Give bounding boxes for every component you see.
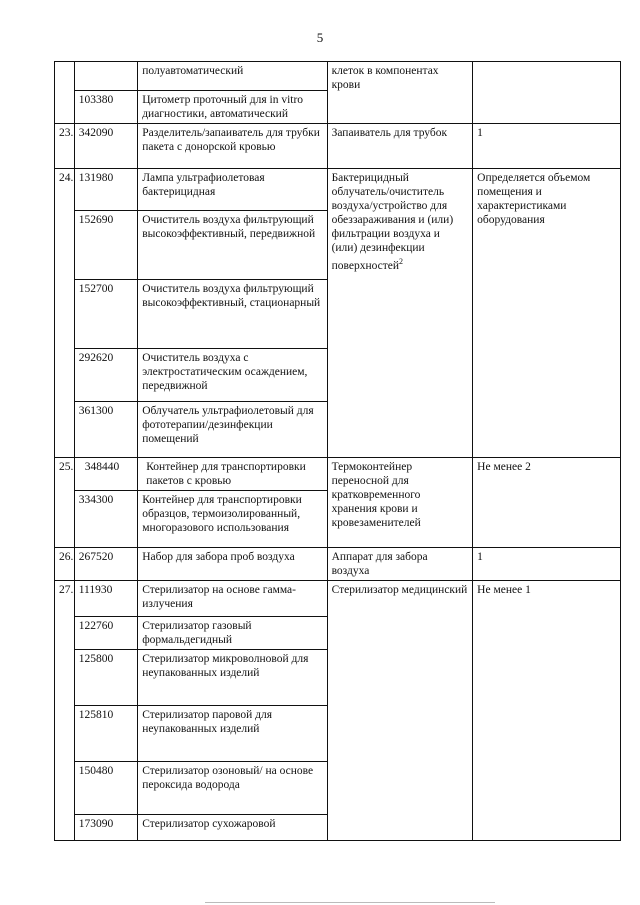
- equipment-table: [54, 61, 621, 841]
- type-cell: клеток в компонентах крови: [327, 62, 473, 124]
- code-cell: [74, 62, 137, 91]
- name-cell: Стерилизатор газовый формальдегидный: [138, 617, 327, 650]
- item-number-cell: [55, 62, 75, 124]
- name-cell: полуавтоматический: [138, 62, 327, 91]
- code-cell: 152690: [74, 211, 137, 280]
- page-number: 5: [316, 30, 324, 45]
- name-cell: Стерилизатор на основе гамма-излучения: [138, 581, 327, 617]
- qty-cell: Определяется объемом помещения и характеристиками оборудования: [473, 169, 621, 458]
- type-cell: Запаиватель для трубок: [327, 124, 473, 169]
- item-number-cell: 24.: [55, 169, 75, 458]
- table-row: [55, 581, 621, 617]
- code-cell: 122760: [74, 617, 137, 650]
- code-cell: 361300: [74, 402, 137, 458]
- qty-cell: 1: [473, 548, 621, 581]
- name-cell: Контейнер для транспортировки образцов, термоизолированный, многоразового использования: [138, 491, 327, 548]
- code-cell: 125810: [74, 706, 137, 762]
- name-cell: Цитометр проточный для in vitro диагностики, автоматический: [138, 91, 327, 124]
- name-cell: Стерилизатор озоновый/ на основе пероксида водорода: [138, 762, 327, 815]
- name-cell: Стерилизатор сухожаровой: [138, 815, 327, 841]
- item-number-cell: 26.: [55, 548, 75, 581]
- qty-cell: Не менее 1: [473, 581, 621, 841]
- bottom-divider: [205, 902, 495, 903]
- footnote-mark: 2: [399, 257, 404, 266]
- code-cell: 292620: [74, 349, 137, 402]
- table-row: [55, 458, 621, 491]
- code-cell: 131980: [74, 169, 137, 211]
- code-cell: 173090: [74, 815, 137, 841]
- table-row: [55, 124, 621, 169]
- code-cell: 150480: [74, 762, 137, 815]
- name-cell: Очиститель воздуха фильтрующий высокоэффективный, передвижной: [138, 211, 327, 280]
- qty-cell: [473, 62, 621, 124]
- type-cell: Стерилизатор медицинский: [327, 581, 473, 841]
- name-cell: Лампа ультрафиолетовая бактерицидная: [138, 169, 327, 211]
- name-cell: Стерилизатор паровой для неупакованных изделий: [138, 706, 327, 762]
- type-cell: [327, 169, 473, 458]
- item-number-cell: 25.: [55, 458, 75, 548]
- table-row: [55, 169, 621, 211]
- code-cell: 334300: [74, 491, 137, 548]
- code-cell: 348440: [74, 458, 137, 491]
- name-cell: Очиститель воздуха фильтрующий высокоэффективный, стационарный: [138, 280, 327, 349]
- item-number-cell: 23.: [55, 124, 75, 169]
- name-cell: Разделитель/запаиватель для трубки пакета с донорской кровью: [138, 124, 327, 169]
- code-cell: 152700: [74, 280, 137, 349]
- type-cell: Аппарат для забора воздуха: [327, 548, 473, 581]
- qty-cell: Не менее 2: [473, 458, 621, 548]
- code-cell: 267520: [74, 548, 137, 581]
- qty-cell: 1: [473, 124, 621, 169]
- code-cell: 103380: [74, 91, 137, 124]
- name-cell: Облучатель ультрафиолетовый для фототерапии/дезинфекции помещений: [138, 402, 327, 458]
- item-number-cell: 27.: [55, 581, 75, 841]
- name-cell: Стерилизатор микроволновой для неупакованных изделий: [138, 650, 327, 706]
- type-text: Бактерицидный облучатель/очиститель воздуха/устройство для обеззараживания и (или) фильтрации воздуха и (или) дезинфекции поверхностей: [331, 172, 454, 272]
- name-cell: Набор для забора проб воздуха: [138, 548, 327, 581]
- code-cell: 111930: [74, 581, 137, 617]
- code-cell: 342090: [74, 124, 137, 169]
- code-cell: 125800: [74, 650, 137, 706]
- name-cell: Контейнер для транспортировки пакетов с кровью: [138, 458, 327, 491]
- table-row: [55, 62, 621, 91]
- table-row: [55, 548, 621, 581]
- name-cell: Очиститель воздуха с электростатическим осаждением, передвижной: [138, 349, 327, 402]
- type-cell: Термоконтейнер переносной для кратковременного хранения крови и кровезаменителей: [327, 458, 473, 548]
